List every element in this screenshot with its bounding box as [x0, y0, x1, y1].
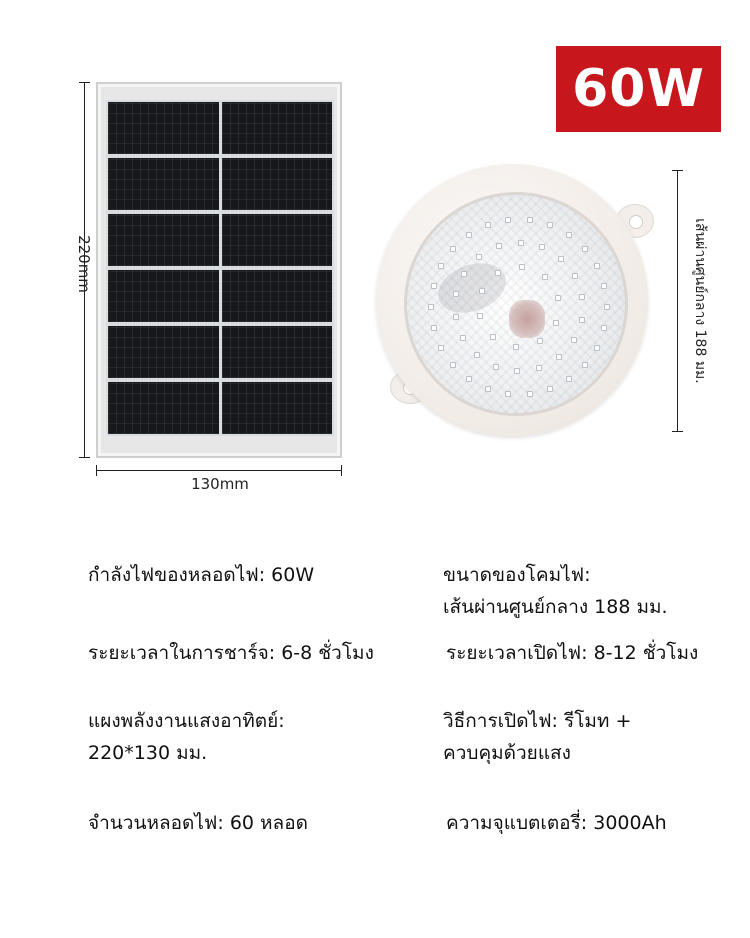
spec-lamp-size-value: เส้นผ่านศูนย์กลาง 188 มม. [443, 596, 668, 618]
spec-battery: ความจุแบตเตอรี่: 3000Ah [446, 812, 667, 834]
solar-cell [108, 326, 219, 378]
led-chip [466, 376, 472, 382]
solar-cell [222, 214, 333, 266]
spec-switch-value: ควบคุมด้วยแสง [443, 742, 571, 764]
led-chip [572, 273, 578, 279]
panel-height-label: 220mm [75, 235, 93, 293]
lamp-center-module [509, 300, 545, 338]
led-chip [579, 317, 585, 323]
led-chip [428, 304, 434, 310]
led-chip [547, 222, 553, 228]
led-chip [493, 364, 499, 370]
led-chip [453, 291, 459, 297]
spec-bulb-count: จำนวนหลอดไฟ: 60 หลอด [88, 812, 308, 834]
led-chip [571, 337, 577, 343]
led-chip [555, 295, 561, 301]
led-chip [505, 391, 511, 397]
led-chip [431, 283, 437, 289]
led-chip [496, 243, 502, 249]
spec-switch-label: วิธีการเปิดไฟ: รีโมท + [443, 710, 632, 732]
panel-width-label: 130mm [191, 475, 249, 493]
spec-lamp-size-label: ขนาดของโคมไฟ: [443, 564, 591, 586]
led-chip [466, 232, 472, 238]
led-chip [505, 217, 511, 223]
spec-charge-time: ระยะเวลาในการชาร์จ: 6-8 ชั่วโมง [88, 642, 374, 664]
led-chip [582, 362, 588, 368]
solar-cell [108, 214, 219, 266]
led-chip [566, 376, 572, 382]
led-chip [450, 246, 456, 252]
lamp-diffuser [404, 192, 628, 416]
led-chip [537, 338, 543, 344]
led-chip [542, 274, 548, 280]
led-chip [582, 246, 588, 252]
spec-panel-value: 220*130 มม. [88, 742, 208, 764]
led-chip [474, 352, 480, 358]
led-chip [594, 263, 600, 269]
led-chip [604, 304, 610, 310]
led-chip [460, 335, 466, 341]
led-chip [438, 345, 444, 351]
solar-panel-image [96, 82, 342, 458]
led-chip [536, 365, 542, 371]
solar-cell [108, 382, 219, 434]
led-chip [579, 294, 585, 300]
led-chip [556, 354, 562, 360]
led-chip [518, 240, 524, 246]
panel-width-dimension-line [96, 470, 342, 471]
lamp-housing [376, 164, 648, 436]
led-chip [539, 244, 545, 250]
led-chip [527, 217, 533, 223]
led-chip [453, 314, 459, 320]
led-chip [438, 263, 444, 269]
led-chip [594, 345, 600, 351]
lamp-diameter-label: เส้นผ่านศูนย์กลาง 188 มม. [692, 218, 708, 384]
led-chip [490, 334, 496, 340]
led-chip [485, 222, 491, 228]
led-chip [558, 256, 564, 262]
ceiling-lamp-image [372, 160, 660, 450]
solar-cell [222, 270, 333, 322]
led-chip [519, 264, 525, 270]
led-chip [514, 368, 520, 374]
led-chip [485, 386, 491, 392]
spec-light-time: ระยะเวลาเปิดไฟ: 8-12 ชั่วโมง [446, 642, 699, 664]
led-chip [513, 344, 519, 350]
led-chip [431, 325, 437, 331]
solar-cell [108, 158, 219, 210]
led-chip [553, 320, 559, 326]
led-chip [527, 391, 533, 397]
led-chip [450, 362, 456, 368]
solar-cell [222, 102, 333, 154]
led-chip [461, 271, 467, 277]
spec-panel-label: แผงพลังงานแสงอาทิตย์: [88, 710, 285, 732]
led-chip [601, 325, 607, 331]
led-chip [476, 254, 482, 260]
led-chip [477, 313, 483, 319]
solar-cell [222, 326, 333, 378]
led-chip [495, 270, 501, 276]
solar-cell [222, 158, 333, 210]
led-chip [547, 386, 553, 392]
solar-cell-grid [106, 100, 334, 436]
led-chip [566, 232, 572, 238]
solar-cell [108, 102, 219, 154]
wattage-badge: 60W [556, 46, 721, 132]
lamp-diameter-dimension-line [677, 170, 678, 432]
solar-cell [108, 270, 219, 322]
led-chip [601, 283, 607, 289]
spec-power: กำลังไฟของหลอดไฟ: 60W [88, 564, 315, 586]
led-chip [479, 288, 485, 294]
solar-cell [222, 382, 333, 434]
